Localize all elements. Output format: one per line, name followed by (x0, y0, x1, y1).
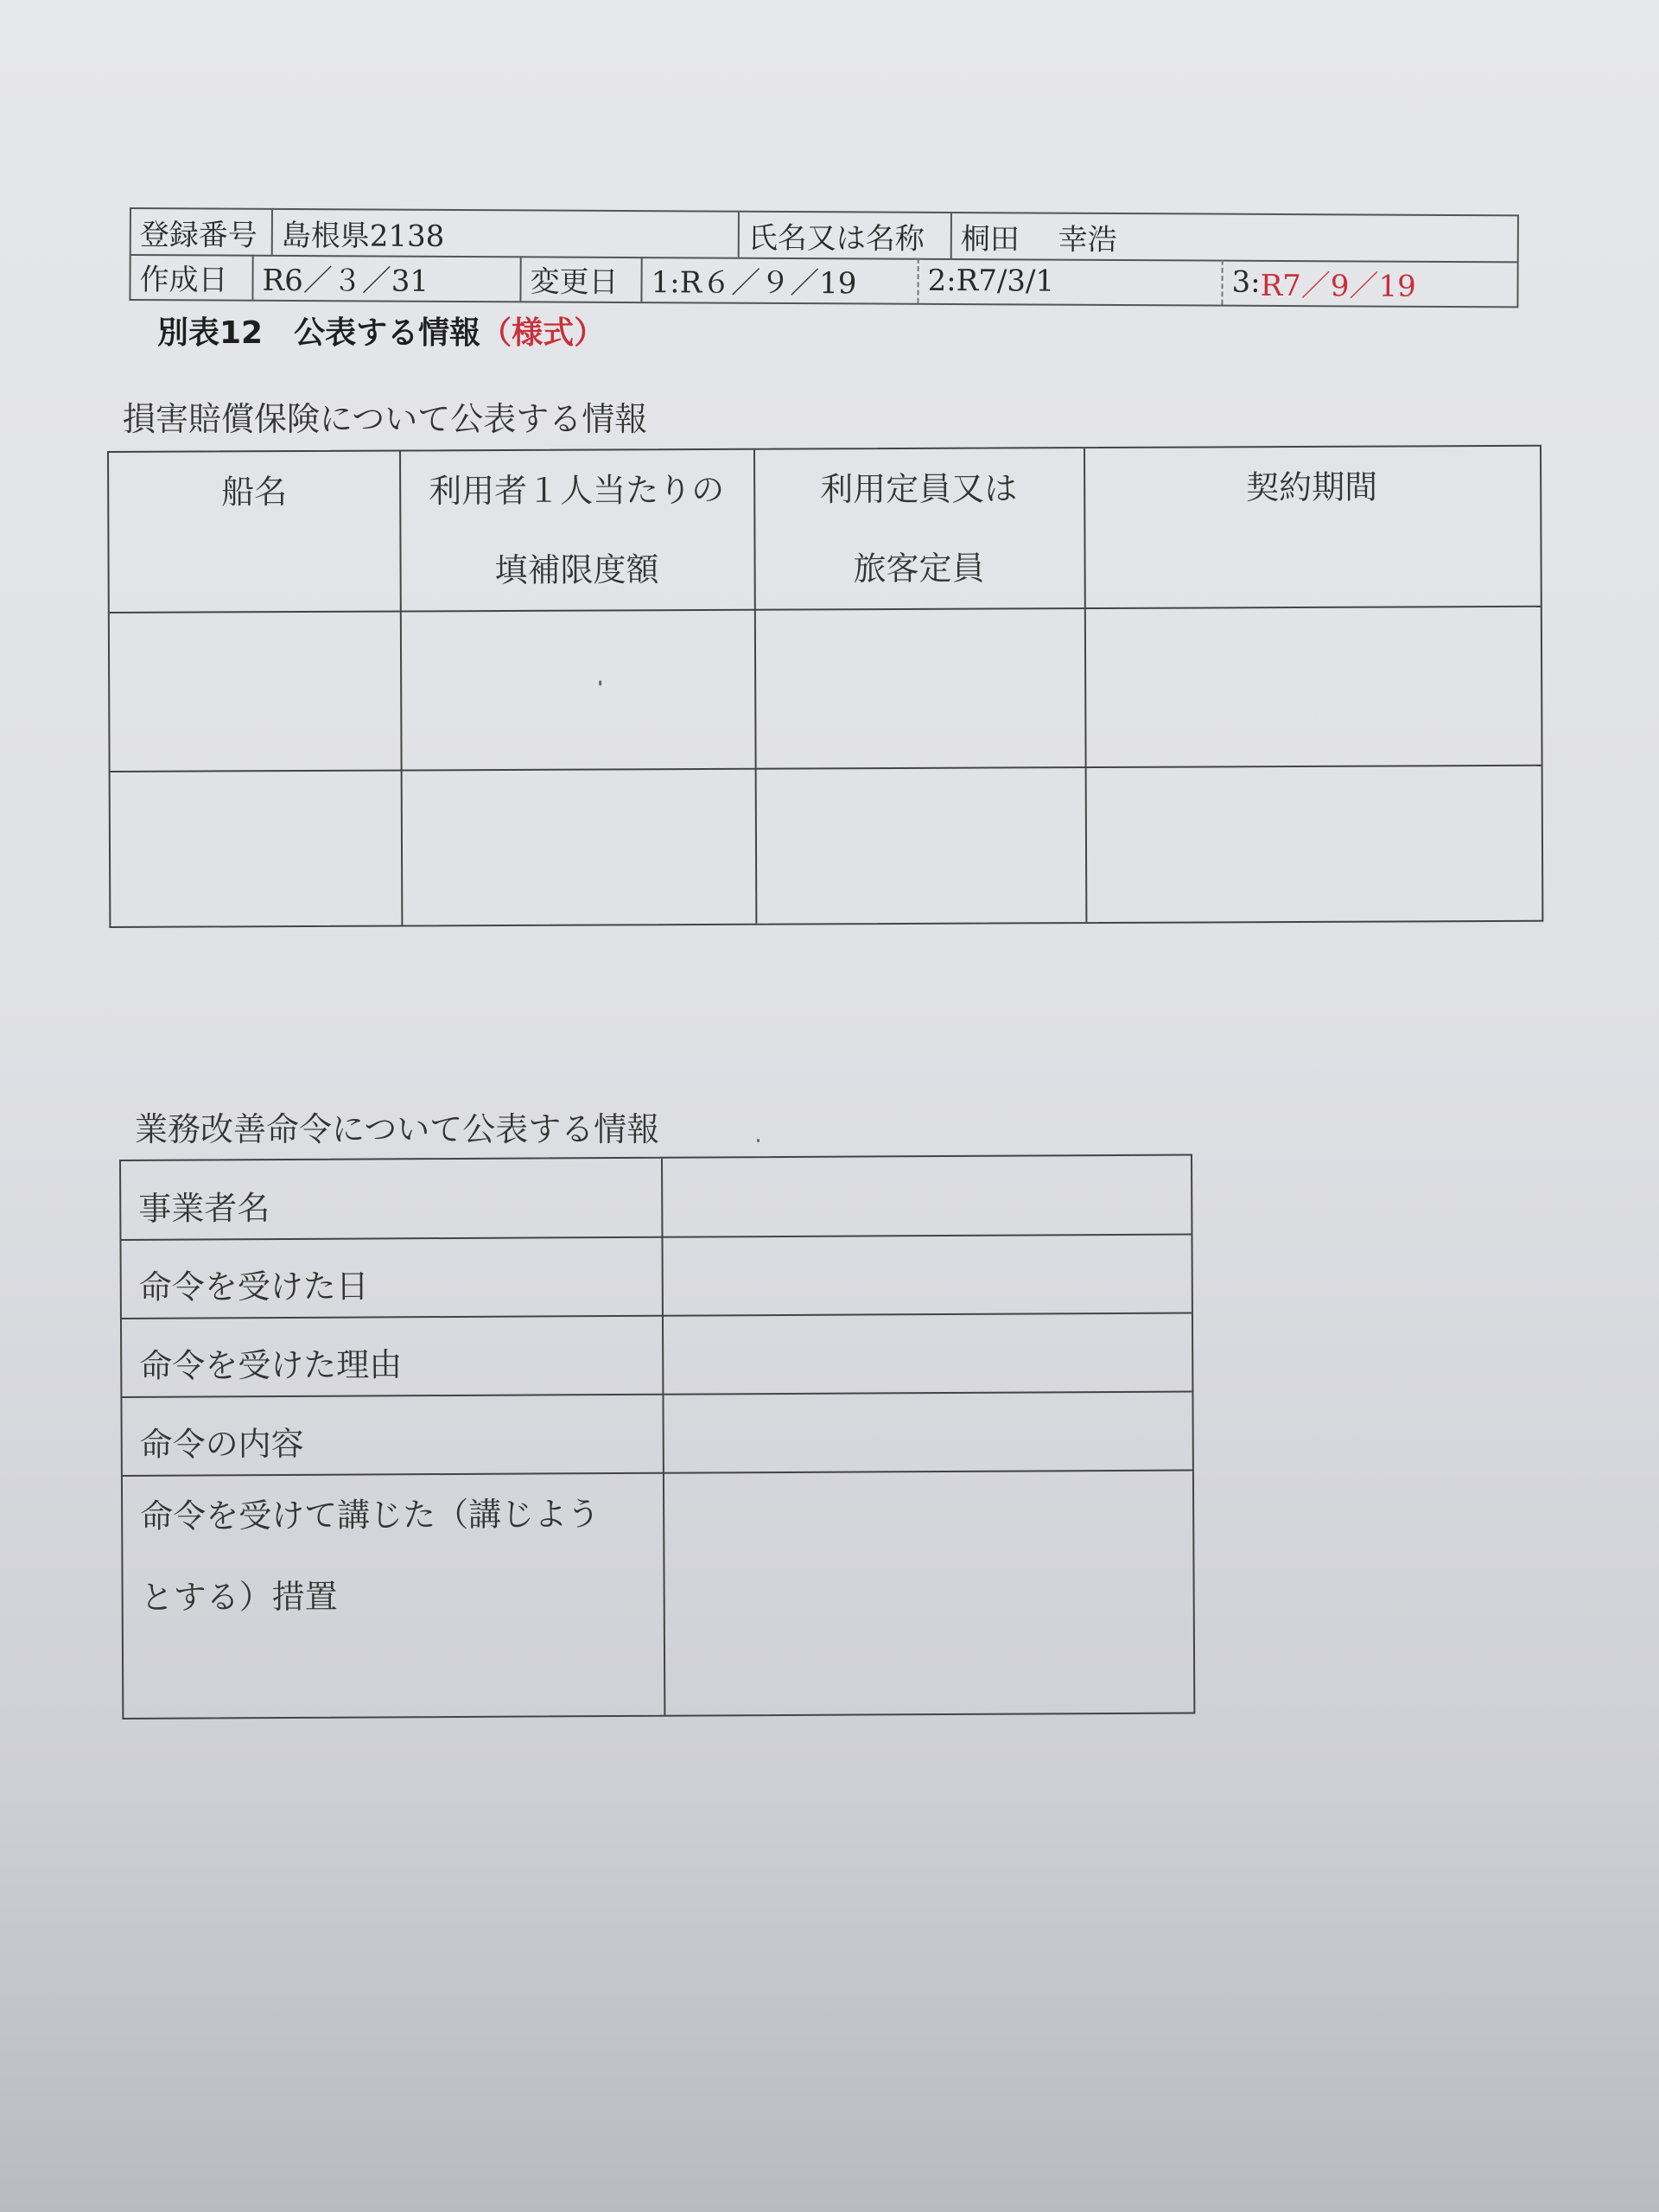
form-caption-suffix: （様式） (480, 315, 606, 351)
change-3-value: R7／9／19 (1260, 268, 1416, 304)
col-header-capacity (753, 448, 1084, 609)
row-divider (111, 765, 1541, 772)
insurance-section-title: 損害賠償保険について公表する情報 (123, 400, 648, 438)
order-label-order-content: 命令の内容 (139, 1424, 304, 1464)
row-divider (121, 1234, 1191, 1241)
form-caption-text: 別表12 公表する情報 (157, 315, 481, 351)
col-header-line: 船名 (221, 473, 288, 512)
registration-info-table (129, 207, 1519, 308)
order-section-title: 業務改善命令について公表する情報 (135, 1110, 660, 1148)
col-header-line: 利用定員又は (820, 469, 1018, 509)
created-label: 作成日 (139, 262, 228, 298)
order-label-operator-name: 事業者名 (138, 1189, 270, 1228)
form-caption (157, 308, 605, 353)
name-value: 桐田 幸浩 (950, 213, 1517, 261)
created-value: R6／３／31 (251, 255, 519, 302)
order-label-order-date: 命令を受けた日 (138, 1267, 369, 1306)
row-divider (122, 1391, 1192, 1398)
change-1: 1:R６／９／19 (640, 257, 917, 303)
order-label-measures-line: とする）措置 (140, 1577, 338, 1617)
order-label-order-reason: 命令を受けた理由 (139, 1345, 403, 1385)
order-label-measures-line: 命令を受けて講じた（講じよう (140, 1495, 601, 1535)
col-header-contract-period (1084, 447, 1541, 607)
change-3-prefix: 3: (1231, 264, 1261, 300)
reg-no-label: 登録番号 (139, 217, 257, 253)
col-header-coverage-limit (399, 450, 754, 611)
change-3 (1221, 260, 1516, 307)
name-label: 氏名又は名称 (738, 213, 950, 258)
reg-no-value: 島根県2138 (271, 210, 738, 257)
col-header-line: 利用者１人当たりの (429, 470, 725, 511)
paper-speck (599, 681, 601, 686)
col-divider (661, 1159, 665, 1715)
insurance-table (107, 445, 1543, 928)
dates-row (130, 254, 1516, 306)
order-label-measures (140, 1473, 601, 1638)
col-header-line: 填補限度額 (494, 550, 659, 590)
change-2: 2:R7/3/1 (917, 258, 1212, 305)
paper-speck (757, 1139, 760, 1142)
col-header-ship-name (109, 452, 400, 612)
col-header-line: 旅客定員 (853, 549, 985, 588)
order-table (119, 1154, 1195, 1719)
changed-label: 変更日 (519, 256, 640, 302)
row-divider (122, 1313, 1192, 1319)
col-header-line: 契約期間 (1246, 467, 1378, 507)
